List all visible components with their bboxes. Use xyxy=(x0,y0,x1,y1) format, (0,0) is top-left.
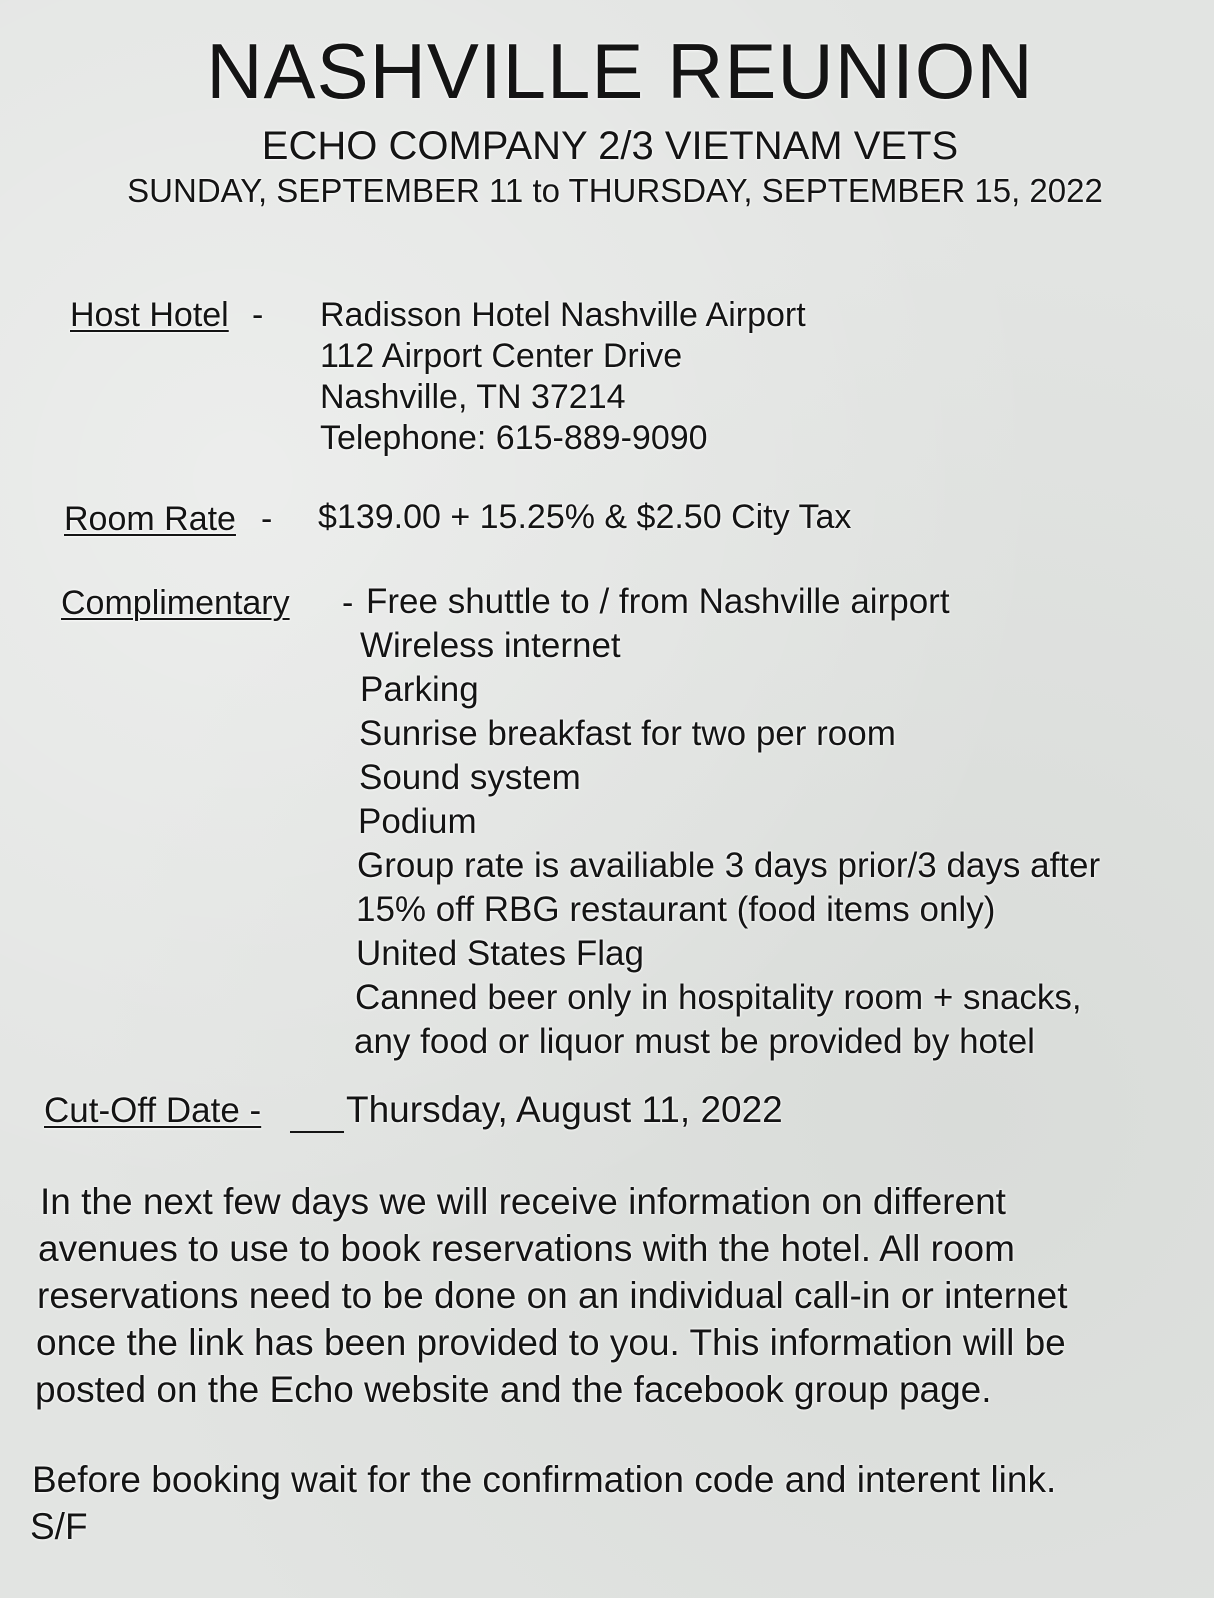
complimentary-item: Wireless internet xyxy=(360,626,621,665)
cutoff-date-label: Cut-Off Date - xyxy=(44,1091,262,1130)
room-rate-separator: - xyxy=(261,500,273,538)
host-hotel-label: Host Hotel xyxy=(70,296,229,334)
booking-note: Before booking wait for the confirmation code and interent link. xyxy=(32,1459,1057,1500)
host-hotel-separator: - xyxy=(252,296,264,334)
complimentary-item: Free shuttle to / from Nashville airport xyxy=(366,582,950,621)
complimentary-separator: - xyxy=(342,584,354,622)
complimentary-item: Canned beer only in hospitality room + snacks, xyxy=(355,978,1082,1017)
complimentary-item: Sunrise breakfast for two per room xyxy=(359,714,896,753)
paragraph-line: In the next few days we will receive information on different xyxy=(40,1181,1006,1222)
page-subtitle: ECHO COMPANY 2/3 VIETNAM VETS xyxy=(261,124,959,168)
cutoff-date-value: Thursday, August 11, 2022 xyxy=(346,1089,783,1130)
complimentary-label: Complimentary xyxy=(61,584,290,622)
hotel-name: Radisson Hotel Nashville Airport xyxy=(320,296,806,334)
page-title: NASHVILLE REUNION xyxy=(206,27,1034,115)
complimentary-item: Sound system xyxy=(359,758,581,797)
paragraph-line: posted on the Echo website and the facebook group page. xyxy=(35,1369,992,1410)
complimentary-item: any food or liquor must be provided by hotel xyxy=(354,1022,1035,1061)
paragraph-line: reservations need to be done on an individual call-in or internet xyxy=(37,1275,1068,1316)
room-rate-label: Room Rate xyxy=(64,500,236,538)
hotel-telephone: Telephone: 615-889-9090 xyxy=(320,419,708,457)
event-dates: SUNDAY, SEPTEMBER 11 to THURSDAY, SEPTEMBER 15, 2022 xyxy=(127,172,1103,209)
paragraph-line: once the link has been provided to you. This information will be xyxy=(36,1322,1066,1363)
complimentary-item: Podium xyxy=(358,802,477,841)
hotel-street: 112 Airport Center Drive xyxy=(320,337,683,375)
complimentary-item: Parking xyxy=(360,670,479,709)
hotel-city: Nashville, TN 37214 xyxy=(320,378,626,416)
cutoff-blank-line xyxy=(290,1131,344,1133)
complimentary-item: United States Flag xyxy=(356,934,644,973)
paragraph-line: avenues to use to book reservations with the hotel. All room xyxy=(38,1228,1015,1269)
signature: S/F xyxy=(30,1506,88,1547)
complimentary-item: Group rate is availiable 3 days prior/3 days after xyxy=(357,846,1101,885)
complimentary-item: 15% off RBG restaurant (food items only) xyxy=(356,890,996,929)
room-rate-value: $139.00 + 15.25% & $2.50 City Tax xyxy=(318,498,852,536)
